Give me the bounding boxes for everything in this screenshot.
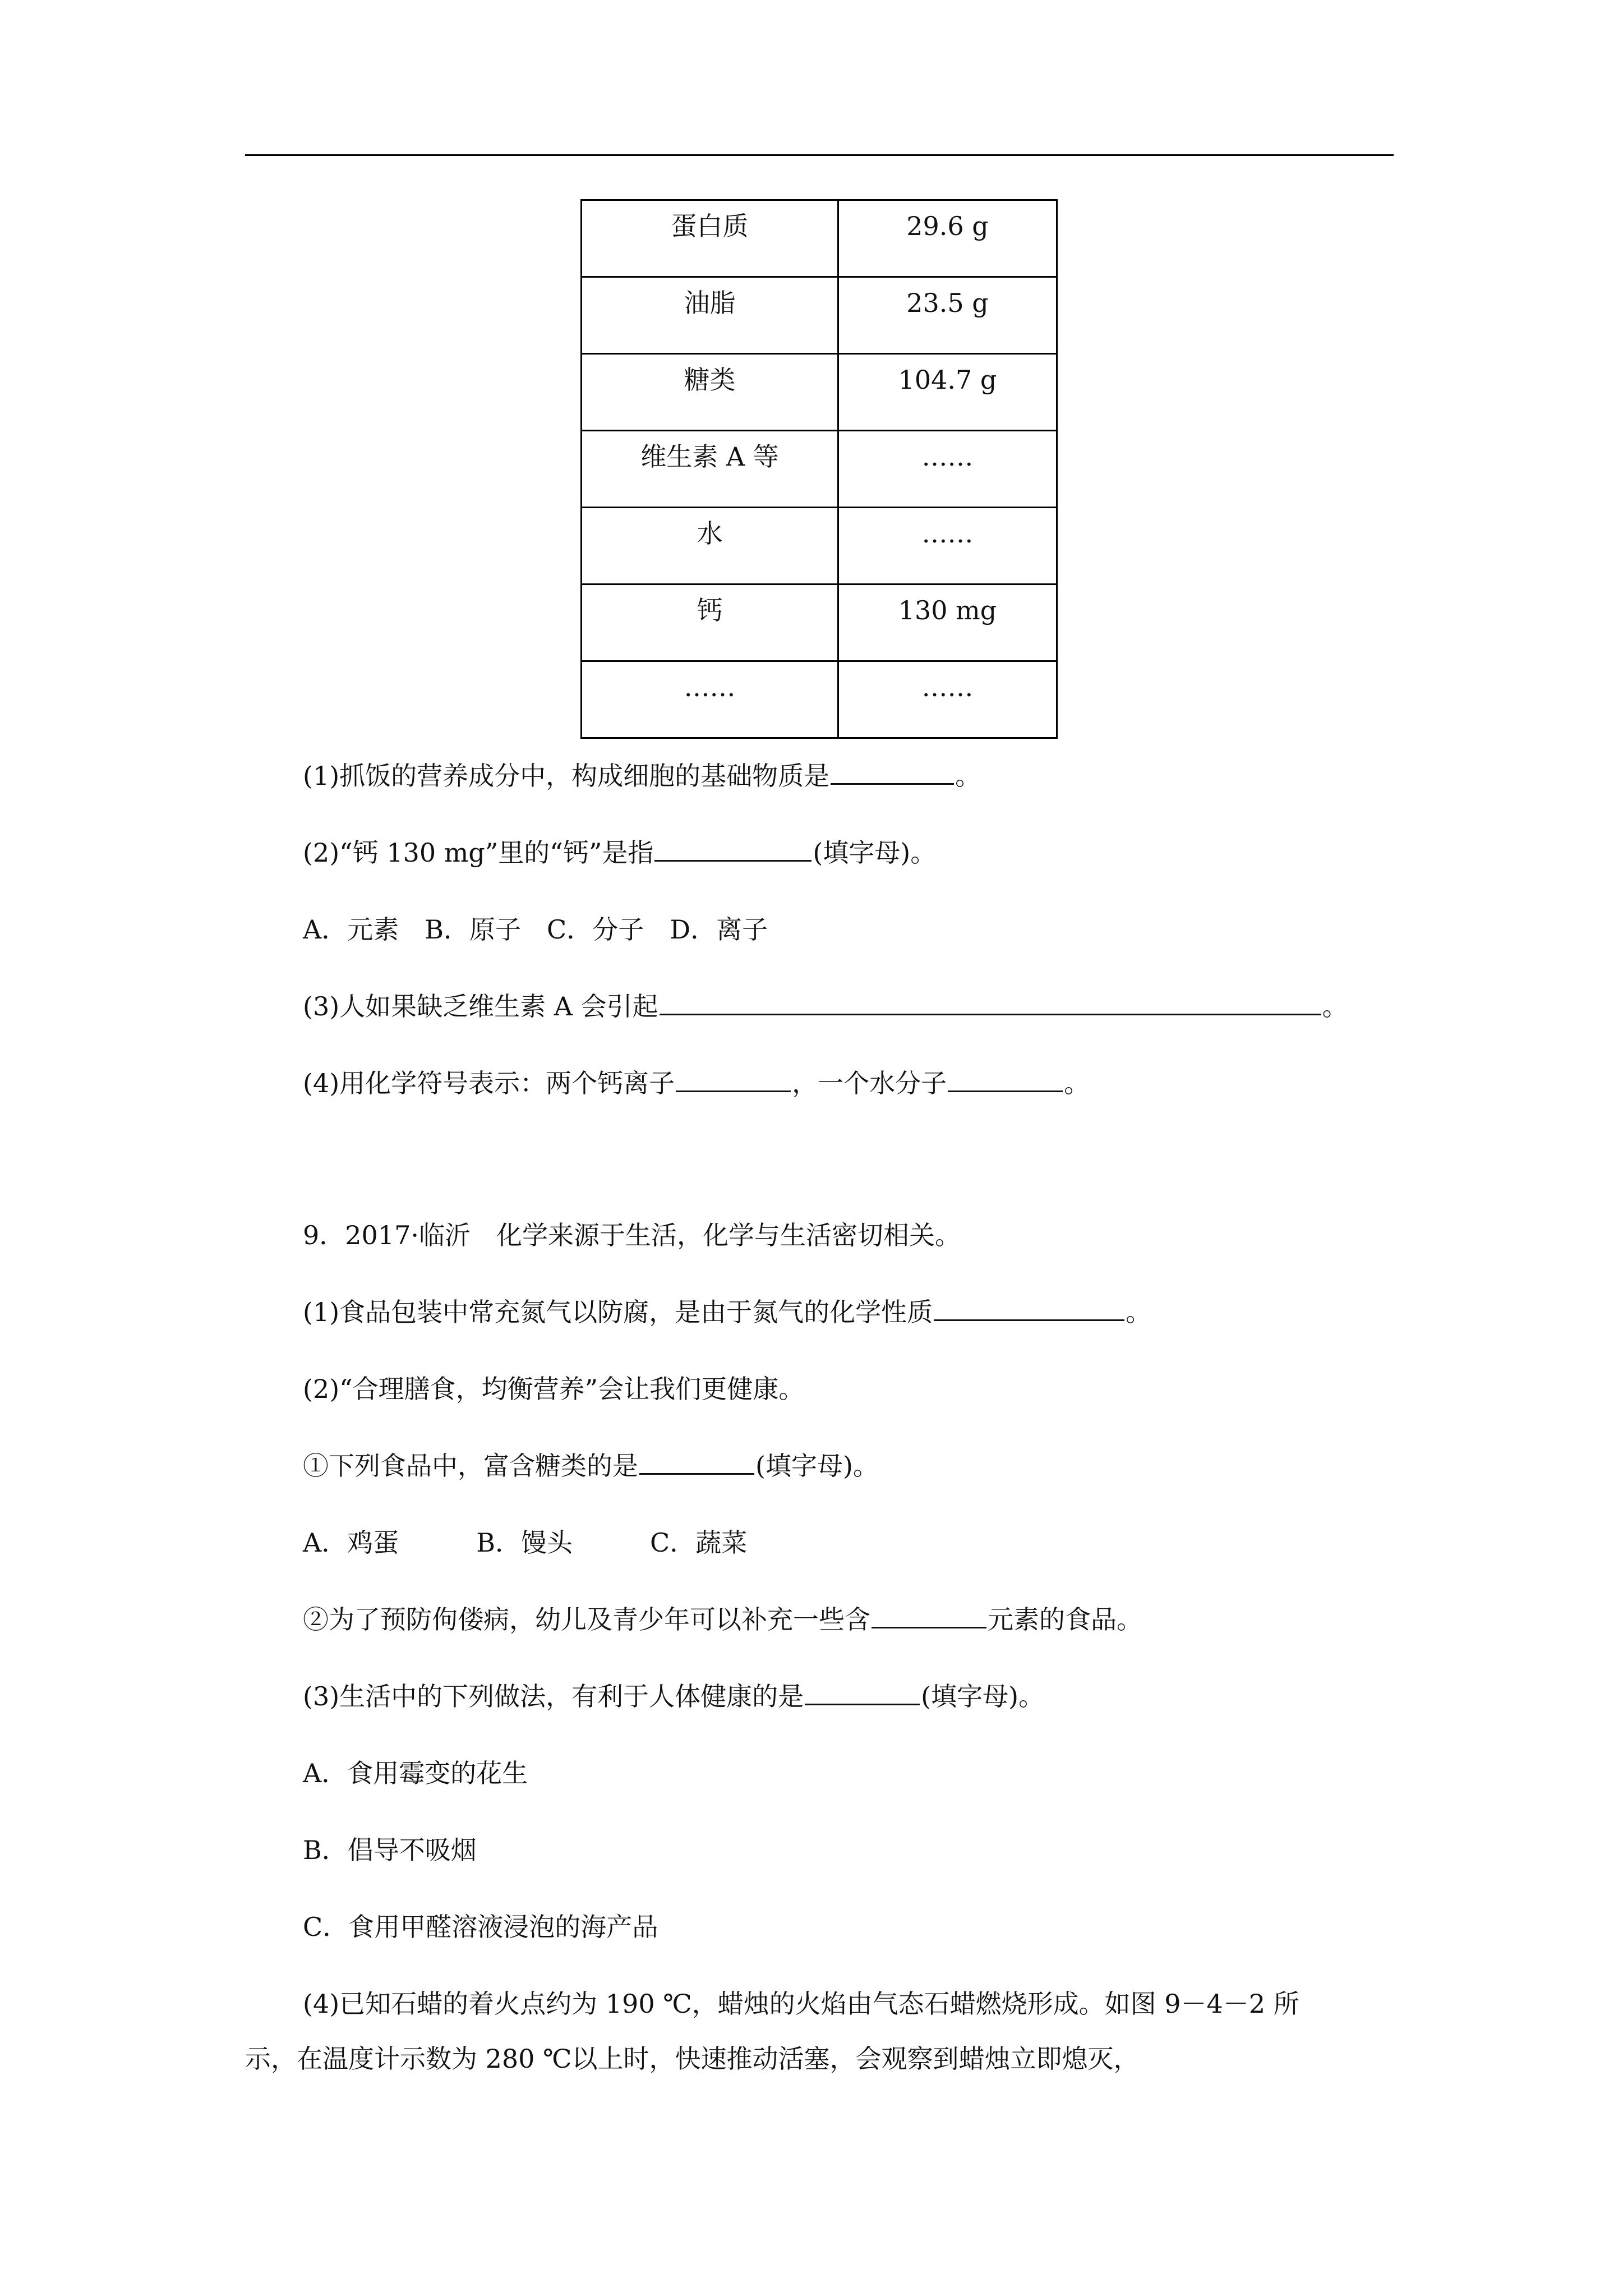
nutrient-name: 水 (582, 508, 838, 585)
q9-item-4-line-2 (0, 2042, 1623, 2076)
q9-item-4-text-1: (4)已知石蜡的着火点约为 190 ℃，蜡烛的火焰由气态石蜡燃烧形成。如图 9－4－2 所 (303, 1989, 1299, 2019)
q8-item-2 (0, 836, 1623, 869)
q9-item-1-end: 。 (1126, 1297, 1152, 1327)
q9-item-3-option-a (0, 1756, 1623, 1790)
q8-item-2-options (0, 913, 1623, 946)
q8-item-4-text: (4)用化学符号表示：两个钙离子 (303, 1068, 675, 1098)
answer-blank[interactable] (872, 1603, 986, 1628)
nutrient-value: …… (838, 508, 1057, 585)
q9-item-2-text: (2)“合理膳食，均衡营养”会让我们更健康。 (303, 1374, 805, 1404)
q9-item-2-2-text: ②为了预防佝偻病，幼儿及青少年可以补充一些含 (303, 1604, 870, 1635)
nutrient-value: 130 mg (838, 585, 1057, 661)
answer-blank[interactable] (831, 760, 954, 785)
nutrient-name: 油脂 (582, 277, 838, 354)
q9-item-3-option-b (0, 1833, 1623, 1867)
nutrient-value: 104.7 g (838, 354, 1057, 431)
q8-item-4-end: 。 (1064, 1068, 1090, 1098)
q9-item-2-1-options (0, 1526, 1623, 1559)
q9-title (0, 1218, 1623, 1252)
nutrient-value: 29.6 g (838, 200, 1057, 277)
q8-item-2-text: (2)“钙 130 mg”里的“钙”是指 (303, 838, 654, 868)
q8-item-3 (0, 990, 1623, 1023)
table-row (582, 585, 1057, 661)
table-row (582, 200, 1057, 277)
nutrient-name: …… (582, 661, 838, 738)
nutrient-value: …… (838, 661, 1057, 738)
q9-title-text: 9．2017·临沂 化学来源于生活，化学与生活密切相关。 (303, 1220, 961, 1250)
table-row (582, 508, 1057, 585)
header-rule (245, 154, 1394, 156)
answer-blank[interactable] (639, 1450, 754, 1475)
answer-blank[interactable] (654, 836, 811, 862)
q9-item-4-text-2: 示，在温度计示数为 280 ℃以上时，快速推动活塞，会观察到蜡烛立即熄灭， (245, 2044, 1140, 2074)
q9-item-4-line-1 (0, 1987, 1623, 2021)
nutrient-name: 糖类 (582, 354, 838, 431)
q9-item-1 (0, 1295, 1623, 1329)
q9-item-3-option-c (0, 1910, 1623, 1944)
q9-option-b-text: B．倡导不吸烟 (303, 1835, 477, 1865)
q9-item-3-text: (3)生活中的下列做法，有利于人体健康的是 (303, 1681, 804, 1711)
q9-item-2-1-end: (填字母)。 (755, 1451, 879, 1481)
q8-item-1-end: 。 (955, 761, 981, 791)
nutrient-value: …… (838, 431, 1057, 508)
answer-blank[interactable] (934, 1296, 1124, 1321)
nutrient-name: 钙 (582, 585, 838, 661)
q9-option-c-text: C．食用甲醛溶液浸泡的海产品 (303, 1912, 658, 1942)
answer-blank[interactable] (676, 1067, 791, 1092)
nutrient-name: 蛋白质 (582, 200, 838, 277)
q8-item-3-text: (3)人如果缺乏维生素 A 会引起 (303, 991, 658, 1022)
q8-item-3-end: 。 (1322, 991, 1348, 1022)
q9-item-2-1-text: ①下列食品中，富含糖类的是 (303, 1451, 638, 1481)
table-row (582, 661, 1057, 738)
table-row (582, 431, 1057, 508)
answer-blank[interactable] (948, 1067, 1063, 1092)
answer-blank[interactable] (660, 990, 1321, 1015)
q9-item-2-2 (0, 1603, 1623, 1636)
q9-option-a-text: A．食用霉变的花生 (303, 1758, 528, 1788)
q8-options-text: A．元素 B．原子 C．分子 D．离子 (303, 914, 768, 945)
q8-item-4 (0, 1066, 1623, 1100)
q8-item-4-mid: ，一个水分子 (792, 1068, 947, 1098)
q9-item-2 (0, 1372, 1623, 1406)
q9-item-3-end: (填字母)。 (921, 1681, 1045, 1711)
q9-item-2-1 (0, 1449, 1623, 1483)
nutrition-table (580, 199, 1058, 739)
q9-item-1-text: (1)食品包装中常充氮气以防腐，是由于氮气的化学性质 (303, 1297, 933, 1327)
q8-item-2-end: (填字母)。 (813, 838, 937, 868)
table-row (582, 354, 1057, 431)
nutrient-name: 维生素 A 等 (582, 431, 838, 508)
q8-item-1-text: (1)抓饭的营养成分中，构成细胞的基础物质是 (303, 761, 830, 791)
q9-item-3 (0, 1680, 1623, 1713)
q9-item-2-2-end: 元素的食品。 (988, 1604, 1142, 1635)
q8-item-1 (0, 759, 1623, 793)
answer-blank[interactable] (805, 1680, 920, 1705)
nutrient-value: 23.5 g (838, 277, 1057, 354)
table-row (582, 277, 1057, 354)
q9-options-text: A．鸡蛋 B．馒头 C．蔬菜 (303, 1527, 748, 1558)
